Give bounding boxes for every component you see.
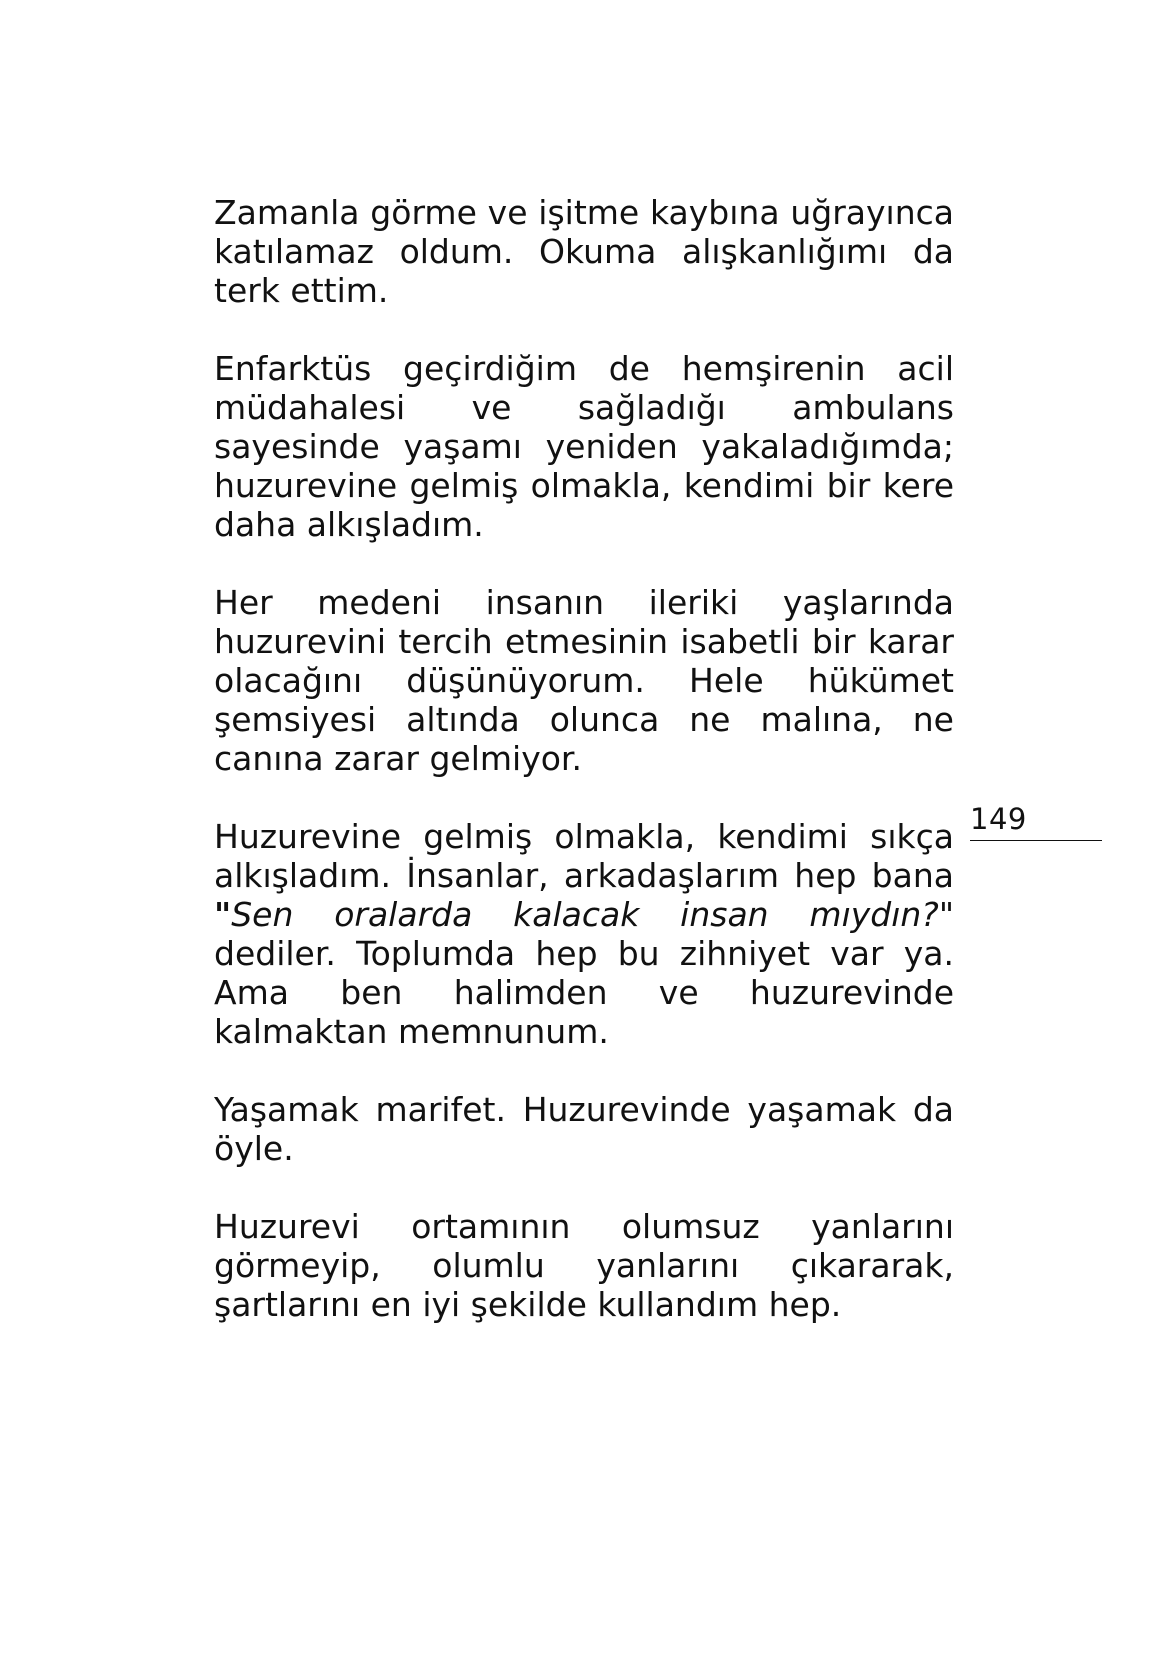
page-number: 149	[970, 802, 1027, 836]
paragraph-2: Enfarktüs geçirdiğim de hemşirenin acil müdahalesi ve sağladığı ambulans sayesinde yaşamı yeniden yakaladığımda; huzurevine gelmiş olmakla, kendimi bir kere daha alkışladım.	[214, 349, 954, 544]
paragraph-5: Yaşamak marifet. Huzurevinde yaşamak da öyle.	[214, 1090, 954, 1168]
paragraph-4-outro: dediler. Toplumda hep bu zihniyet var ya. Ama ben halimden ve huzurevinde kalmaktan memnunum.	[214, 934, 954, 1051]
body-text	[214, 193, 954, 1324]
close-quote-mark: "	[938, 895, 954, 934]
open-quote-mark: "	[214, 895, 232, 934]
quoted-question: Sen oralarda kalacak insan mıydın?	[231, 895, 939, 934]
paragraph-4	[214, 817, 954, 1051]
page-number-rule	[970, 840, 1102, 841]
paragraph-3: Her medeni insanın ileriki yaşlarında huzurevini tercih etmesinin isabetli bir karar olacağını düşünüyorum. Hele hükümet şemsiyesi altında olunca ne malına, ne canına zarar gelmiyor.	[214, 583, 954, 778]
paragraph-4-intro: Huzurevine gelmiş olmakla, kendimi sıkça alkışladım. İnsanlar, arkadaşlarım hep bana	[214, 817, 954, 895]
paragraph-6: Huzurevi ortamının olumsuz yanlarını görmeyip, olumlu yanlarını çıkararak, şartlarını en iyi şekilde kullandım hep.	[214, 1207, 954, 1324]
paragraph-1: Zamanla görme ve işitme kaybına uğrayınca katılamaz oldum. Okuma alışkanlığımı da terk ettim.	[214, 193, 954, 310]
